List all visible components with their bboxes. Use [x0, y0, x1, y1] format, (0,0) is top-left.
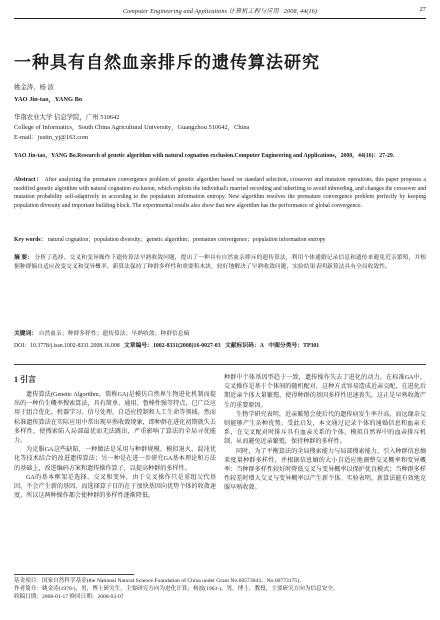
section-heading-intro: 1 引言: [14, 375, 36, 384]
intro-paragraph: GA的基本框架是选择、交叉和变异，由于交叉操作只是重组父代基因，不会产生新的基因，而选择算子目的在于加快基因向优势个体的收敛速度，所以这两种操作都会使种群的多样性逐渐降低。: [14, 474, 216, 500]
intro-paragraph: 为克服GA这些缺陷，一种做法是采用与种群规模、模拟退火、混沌优化等技术结合的改进遗传算法；另一种是在进一步研究GA基本理论和方法的基础上，改进编码方案和遗传操作算子，以提高种群的多样性。: [14, 447, 216, 472]
abstract-cn-label: 摘 要：: [14, 255, 34, 261]
page-number: 27: [419, 6, 426, 13]
affiliation-en: College of Informatics，South China Agricultural University，Guangzhou 510642，China: [14, 124, 250, 131]
keywords-en: natural cognation；population diversity；genetic algorithm；premature convergence；population information entropy: [47, 237, 326, 243]
keywords-label: Key words：: [14, 237, 47, 243]
header-rule: [14, 18, 426, 19]
footnote-rule: [14, 574, 134, 575]
affiliation-cn: 华南农业大学 信息学院，广州 510642: [14, 114, 120, 121]
intro-paragraph: 遗传算法(Genetic Algorithm，简称GA)是模仿自然界生物进化机制而提出的一种仿生概率搜索算法，具有简单、通用、鲁棒性强等特点，已广泛应用于组合优化、机器学习、信号处理、自适应控制和人工生命等领域。然而标准遗传算法在实际应用中常出现早熟收敛现象，即种群在进化初期就失去多样性，使搜索陷入局部最优而无法跳出，严重影响了算法的全局寻优能力。: [14, 392, 216, 445]
journal-issue: 2008, 44(16): [283, 8, 318, 15]
doi: DOI：10.3778/j.issn.1002-8331.2008.16.008: [14, 343, 120, 349]
keywords-cn-block: [14, 330, 426, 339]
left-column: [14, 374, 216, 501]
authors-en: YAO Jin-tao，YANG Bo: [14, 96, 83, 103]
paper-title: 一种具有自然血亲排斥的遗传算法研究: [14, 53, 320, 73]
abstract-cn-block: [14, 254, 426, 271]
keywords-en-block: [14, 236, 426, 245]
clc-number: 中图分类号：TP301: [268, 343, 320, 349]
keywords-cn-label: 关键词：: [14, 331, 38, 337]
received-dates: 收稿日期：2008-01-17 修回日期：2008-03-07: [14, 593, 124, 600]
fund-note: 基金项目：国家自然科学基金(the National Natural Science Foundation of China under Grant No.60573043，No.60773175)。: [14, 578, 305, 584]
author-email: E-mail：justin_yj@163.com: [14, 134, 89, 141]
author-bio-note: 作者简介：姚金涛(1978-)，男，博士研究生，主要研究方向为进化计算；杨波(1963-)，男，博士，教授，主要研究方向为信息安全。: [14, 585, 339, 592]
document-code: 文献标识码：A: [224, 343, 264, 349]
footnotes: [14, 578, 426, 601]
section-rule: [14, 364, 426, 365]
abstract-en-block: [14, 176, 426, 210]
article-identifiers: [14, 342, 426, 351]
authors-cn: 姚金涛，杨 波: [14, 84, 54, 91]
abstract-label: Abstract：: [14, 177, 43, 183]
journal-name: Computer Engineering and Applications 计算机工程与应用: [122, 8, 279, 15]
intro-paragraph: 生物学研究表明，近亲繁殖会使后代的遗传病发生率升高，而远缘杂交则能够产生杂种优势。受此启发，本文通过记录个体的通婚信息和血亲关系，在交叉配对时排斥具有血亲关系的个体，模拟自然界中的血亲排斥机制，从而避免近亲繁殖，保持种群的多样性。: [224, 411, 426, 446]
abstract-en: After analyzing the premature convergence problem of genetic algorithm based on standard selection, crossover and mutation operations, this paper proposes a modified genetic algorithm with natural cognation exclusion, which exploits the individual's married recording and inheriting to avoid inbreeding, and changes the crossover and mutation probability self-adaptively in according to the population information entropy. New algorithm resolves the premature convergence problem perfectly by keeping population diversity and important building block. The experimental results also show that new algorithm has the performance of global convergence.: [14, 177, 427, 209]
abstract-cn: 分析了选择、交叉和变异操作下遗传算法早熟收敛问题，提出了一种具有自然血亲排斥的遗传算法，利用个体通婚记录信息和遗传来避免近亲繁殖，并根据种群熵自适应改变交叉和变异概率。新算法保持了种群多样性和重要积木块，较好地解决了早熟收敛问题，实验结果表明新算法具有全局收敛性。: [14, 255, 426, 270]
citation: YAO Jin-tao，YANG Bo.Research of genetic algorithm with natural cognation exclusion.Computer Engineering and Applications，2008，44(16)：27-29.: [14, 153, 395, 159]
intro-paragraph: 同时，为了平衡算法的全局搜索能力与局部搜索能力，引入种群信息熵来度量种群多样性，并根据信息熵的大小自适应地调整交叉概率和变异概率：当种群多样性较好时降低交叉与变异概率以保护优良模式；当种群多样性较差时增大交叉与变异概率以产生新个体。实验表明，新算法能有效地克服早熟收敛。: [224, 448, 426, 492]
right-column: [224, 374, 426, 494]
intro-paragraph: 种群中个体基因型趋于一致，遗传操作失去了进化的动力。在标准GA中，交叉操作是基于个体间的随机配对，这种方式容易造成近亲交配，在进化后期近亲个体大量繁殖，使得种群的基因多样性迅速丧失，这正是早熟收敛产生的重要原因。: [224, 375, 426, 409]
keywords-cn: 自然血亲；种群多样性；遗传算法；早熟收敛；种群信息熵: [38, 331, 190, 337]
article-number: 文章编号：1002-8331(2008)16-0027-03: [124, 343, 221, 349]
